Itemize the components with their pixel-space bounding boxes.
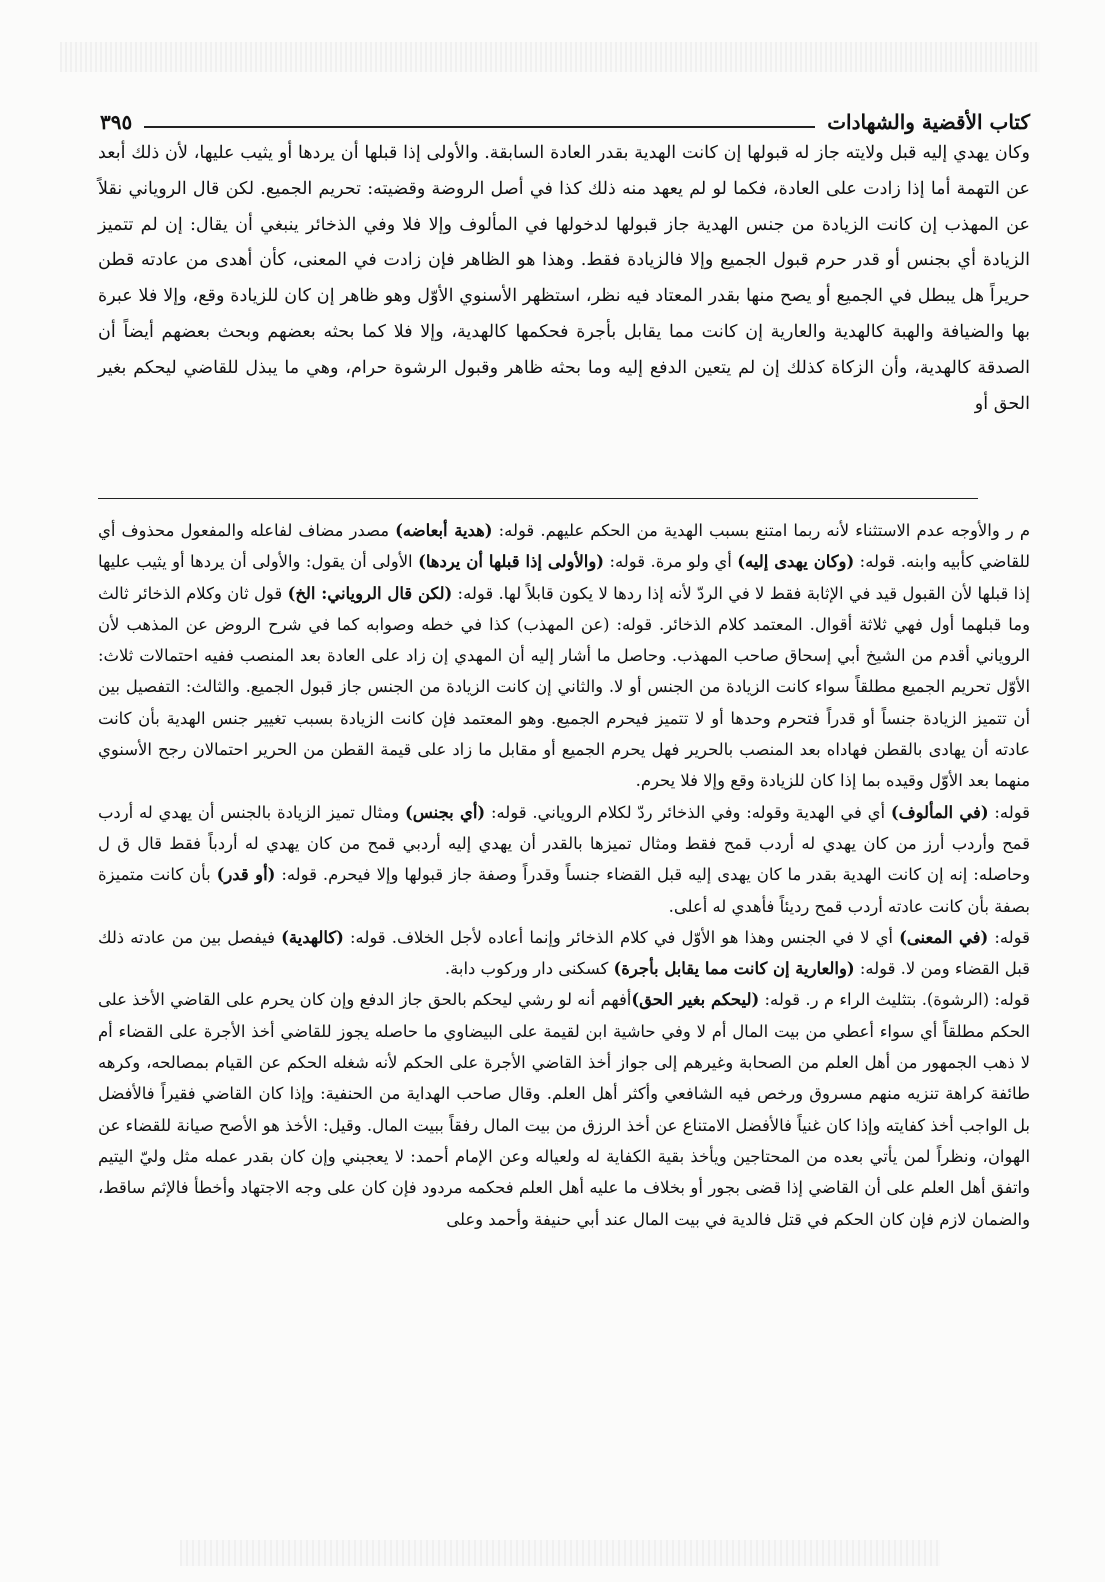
commentary-paragraph <box>98 797 1030 922</box>
commentary-text: قوله: <box>988 927 1030 947</box>
page-header <box>100 100 1030 134</box>
scan-edge-bottom <box>180 1540 940 1566</box>
commentary-lemma: (والأولى إذا قبلها أن يردها) <box>418 552 605 572</box>
commentary-paragraph <box>98 984 1030 1234</box>
commentary-lemma: (والعارية إن كانت مما يقابل بأجرة) <box>613 959 855 979</box>
commentary-text: أي في الهدية وقوله: وفي الذخائر ردّ لكلام الروياني. قوله: <box>485 802 891 822</box>
commentary-lemma: (أو قدر) <box>216 865 276 885</box>
main-text-block <box>98 136 1030 422</box>
commentary-text: فيفصل بين من عادته ذلك قبل القضاء ومن لا. قوله: <box>98 927 1030 979</box>
commentary-text: أي ولو مرة. قوله: <box>604 552 738 572</box>
commentary-block <box>98 515 1030 1235</box>
footnote-divider <box>98 498 978 499</box>
page-number: ٣٩٥ <box>100 110 133 134</box>
commentary-text: أفهم أنه لو رشي ليحكم بالحق جاز الدفع وإن كان يحرم على القاضي الأخذ على الحكم مطلقاً أي سواء أعطي من بيت المال أم لا وفي حاشية ابن لقيمة على البيضاوي ما حاصله يجوز للقاضي أخذ الأجرة على القضاء أم لا ذهب الجمهور من أهل العلم من الصحابة وغيرهم إلى جواز أخذ القاضي الأجرة على الحكم لأنه شغله الحكم عن القيام بمصالحه، وكرهه طائفة كراهة تنزيه منهم مسروق ورخص فيه الشافعي وأكثر أهل العلم. وقال صاحب الهداية من الحنفية: وإذا كان القاضي فقيراً فالأفضل بل الواجب أخذ كفايته وإذا كان غنياً فالأفضل الامتناع عن أخذ الرزق من بيت المال رفقاً ببيت المال. وقيل: الأخذ هو الأصح صيانة للقضاء عن الهوان، ونظراً لمن يأتي بعده من المحتاجين ويأخذ بقية الكفاية له ولعياله وعن الإمام أحمد: لا يعجبني وإن كان بقدر عمله مثل وليّ اليتيم واتفق أهل العلم على أن القاضي إذا قضى بجور أو بخلاف ما عليه أهل العلم فحكمه مردود فإن كان على وجه الاجتهاد وأخطأ فالإثم ساقط، والضمان لازم فإن كان الحكم في قتل فالدية في بيت المال عند أبي حنيفة وأحمد وعلى <box>98 990 1030 1229</box>
commentary-text: كسكنى دار وركوب دابة. <box>444 959 614 979</box>
commentary-lemma: (كالهدية) <box>281 927 344 947</box>
commentary-paragraph <box>98 515 1030 797</box>
commentary-text: م ر والأوجه عدم الاستثناء لأنه ربما امتنع بسبب الهدية من الحكم عليهم. قوله: <box>492 521 1031 540</box>
commentary-paragraph <box>98 922 1030 985</box>
commentary-text: قول ثان وكلام الذخائر ثالث وما قبلهما أول فهي ثلاثة أقوال. المعتمد كلام الذخائر. قوله: (عن المهذب) كذا في خطه وصوابه كما في شرح الروض عن المذهب لأن الروياني أقدم من الشيخ أبي إسحاق صاحب المهذب. وحاصل ما أشار إليه أن المهدي إن زاد على العادة بعد المنصب ففيه احتمالات ثلاث: الأوّل تحريم الجميع مطلقاً سواء كانت الزيادة من الجنس أو لا. والثاني إن كانت الزيادة من الجنس جاز قبول الجميع. والثالث: التفصيل بين أن تتميز الزيادة جنساً أو قدراً فتحرم وحدها أو لا تتميز فيحرم الجميع. وهو المعتمد فإن كانت الزيادة بسبب تغيير جنس الهدية بأن كانت عادته أن يهادى بالقطن فهاداه بعد المنصب بالحرير فهل يحرم الجميع أو مقابل ما زاد على قيمة القطن من الحرير احتمالان رجح الأسنوي منهما بعد الأوّل وقيده بما إذا كان للزيادة وقع وإلا فلا يحرم. <box>98 583 1030 791</box>
commentary-text: قوله: (الرشوة). بتثليث الراء م ر. قوله: <box>759 990 1030 1010</box>
commentary-lemma: (وكان يهدى إليه) <box>737 552 855 572</box>
commentary-lemma: (ليحكم بغير الحق) <box>631 990 760 1010</box>
commentary-lemma: (في المعنى) <box>899 927 989 947</box>
main-paragraph: وكان يهدي إليه قبل ولايته جاز له قبولها إن كانت الهدية بقدر العادة السابقة. والأولى إذا قبلها أن يردها أو يثيب عليها، لأن ذلك أبعد عن التهمة أما إذا زادت على العادة، فكما لو لم يعهد منه ذلك كذا في أصل الروضة وقضيته: تحريم الجميع. لكن قال الروياني نقلاً عن المهذب إن كانت الزيادة من جنس الهدية جاز قبولها لدخولها في المألوف وإلا فلا وفي الذخائر ينبغي أن يقال: إن لم تتميز الزيادة أي بجنس أو قدر حرم قبول الجميع وإلا فالزيادة فقط. وهذا هو الظاهر فإن زادت في المعنى، كأن أهدى من عادته قطن حريراً هل يبطل في الجميع أو يصح منها بقدر المعتاد فيه نظر، استظهر الأسنوي الأوّل وهو ظاهر إن كان للزيادة وقع، وإلا فلا عبرة بها والضيافة والهبة كالهدية والعارية إن كانت مما يقابل بأجرة فحكمها كالهدية، وإلا فلا كما بحثه بعضهم وبحث بعضهم أيضاً أن الصدقة كالهدية، وأن الزكاة كذلك إن لم يتعين الدفع إليه وما بحثه ظاهر وقبول الرشوة حرام، وهي ما يبذل للقاضي ليحكم بغير الحق أو <box>98 143 1030 414</box>
commentary-text: ومثال تميز الزيادة بالجنس أن يهدي له أردب قمح وأردب أرز من كان يهدي له أردب قمح فقط ومثال تميزها بالقدر أن يهدي إليه أردبي قمح من كان يهدي له أردباً فقط قال ق ل وحاصله: إنه إن كانت الهدية بقدر ما كان يهدى إليه قبل القضاء جنساً وقدراً وصفة جاز قبولها وإلا فيحرم. قوله: <box>98 802 1030 885</box>
commentary-lemma: (هدية أبعاضه) <box>395 521 493 540</box>
commentary-text: الأولى أن يقول: والأولى أن يردها أو يثيب عليها إذا قبلها لأن القبول قيد في الإثابة فقط لا في الردّ لأنه إذا ردها لا يكون قابلاً لها. قوله: <box>98 552 1030 603</box>
commentary-lemma: (أي بجنس) <box>404 802 486 822</box>
commentary-lemma: (لكن قال الروياني: الخ) <box>287 583 453 603</box>
header-rule <box>144 126 815 128</box>
commentary-text: قوله: <box>988 802 1031 822</box>
commentary-text: مصدر مضاف لفاعله والمفعول محذوف أي للقاضي كأبيه وابنه. قوله: <box>98 521 1030 572</box>
commentary-text: بأن كانت متميزة بصفة بأن كانت عادته أردب قمح رديئاً فأهدي له أعلى. <box>98 865 1030 916</box>
commentary-text: أي لا في الجنس وهذا هو الأوّل في كلام الذخائر وإنما أعاده لأجل الخلاف. قوله: <box>343 927 900 947</box>
scan-edge-top <box>60 42 1040 72</box>
running-title: كتاب الأقضية والشهادات <box>827 110 1030 134</box>
commentary-lemma: (في المألوف) <box>890 802 989 822</box>
